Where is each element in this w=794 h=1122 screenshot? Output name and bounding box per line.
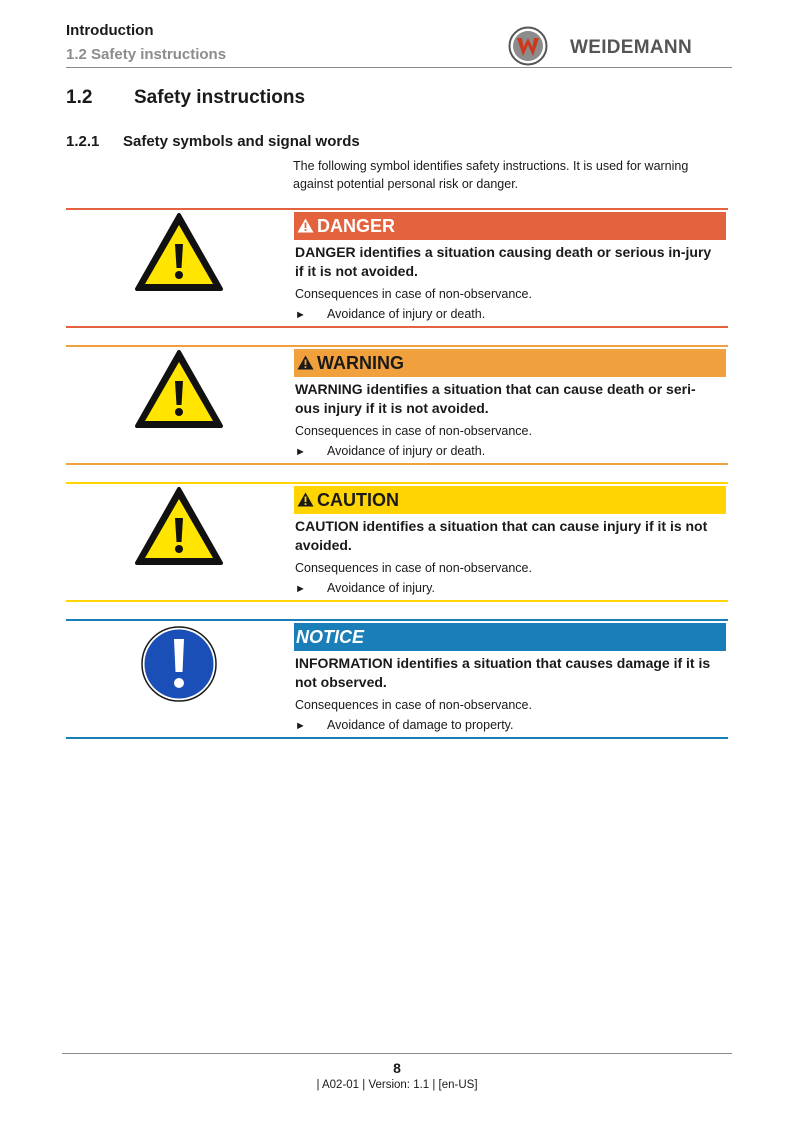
caution-consequence: Consequences in case of non-observance.	[295, 561, 532, 575]
notice-banner	[294, 623, 726, 651]
danger-consequence: Consequences in case of non-observance.	[295, 287, 532, 301]
heading-2	[66, 133, 360, 150]
caution-description: CAUTION identifies a situation that can cause injury if it is not avoided.	[295, 518, 708, 553]
small-warning-icon	[297, 492, 314, 507]
danger-block	[66, 208, 728, 328]
action-marker: ►	[295, 583, 306, 595]
notice-block	[66, 619, 728, 739]
warning-description: WARNING identifies a situation that can cause death or seri-ous injury if it is not avoided.	[295, 381, 696, 416]
mandatory-exclamation-icon	[134, 623, 224, 703]
danger-description: DANGER identifies a situation causing death or serious in-jury if it is not avoided.	[295, 244, 712, 279]
version-info: | A02-01 | Version: 1.1 | [en-US]	[316, 1079, 478, 1091]
heading-1-title: Safety instructions	[134, 87, 306, 108]
page-footer	[62, 1053, 732, 1091]
caution-banner	[294, 486, 726, 514]
danger-signal-word: DANGER	[317, 216, 396, 236]
heading-2-title: Safety symbols and signal words	[123, 133, 360, 150]
brand-name: WEIDEMANN	[570, 37, 692, 58]
action-marker: ►	[295, 720, 306, 732]
warning-triangle-icon	[134, 349, 224, 429]
heading-2-number: 1.2.1	[66, 133, 100, 150]
warning-action	[295, 444, 485, 458]
weidemann-logo-icon	[508, 26, 548, 66]
section-title: 1.2 Safety instructions	[66, 46, 227, 63]
notice-signal-word: NOTICE	[296, 627, 365, 647]
caution-signal-word: CAUTION	[317, 490, 399, 510]
intro-text: The following symbol identifies safety instructions. It is used for warning against potential personal risk or danger.	[293, 159, 689, 191]
danger-banner	[294, 212, 726, 240]
action-marker: ►	[295, 309, 306, 321]
caution-action-text: Avoidance of injury.	[327, 581, 435, 595]
notice-description: INFORMATION identifies a situation that causes damage if it is not observed.	[295, 655, 711, 690]
notice-action-text: Avoidance of damage to property.	[327, 718, 514, 732]
heading-1	[66, 87, 305, 109]
small-warning-icon	[297, 355, 314, 370]
warning-block	[66, 345, 728, 465]
heading-1-number: 1.2	[66, 87, 93, 108]
caution-action	[295, 581, 435, 595]
caution-block	[66, 482, 728, 602]
warning-triangle-icon	[134, 486, 224, 566]
page-number: 8	[393, 1060, 401, 1076]
action-marker: ►	[295, 446, 306, 458]
danger-action	[295, 307, 485, 321]
notice-consequence: Consequences in case of non-observance.	[295, 698, 532, 712]
chapter-title: Introduction	[66, 22, 154, 39]
warning-triangle-icon	[134, 212, 224, 292]
small-warning-icon	[297, 218, 314, 233]
weidemann-logo	[508, 26, 732, 64]
danger-action-text: Avoidance of injury or death.	[327, 307, 486, 321]
warning-action-text: Avoidance of injury or death.	[327, 444, 486, 458]
notice-action	[295, 718, 513, 732]
warning-signal-word: WARNING	[317, 353, 404, 373]
page-header	[66, 20, 732, 68]
warning-consequence: Consequences in case of non-observance.	[295, 424, 532, 438]
warning-banner	[294, 349, 726, 377]
